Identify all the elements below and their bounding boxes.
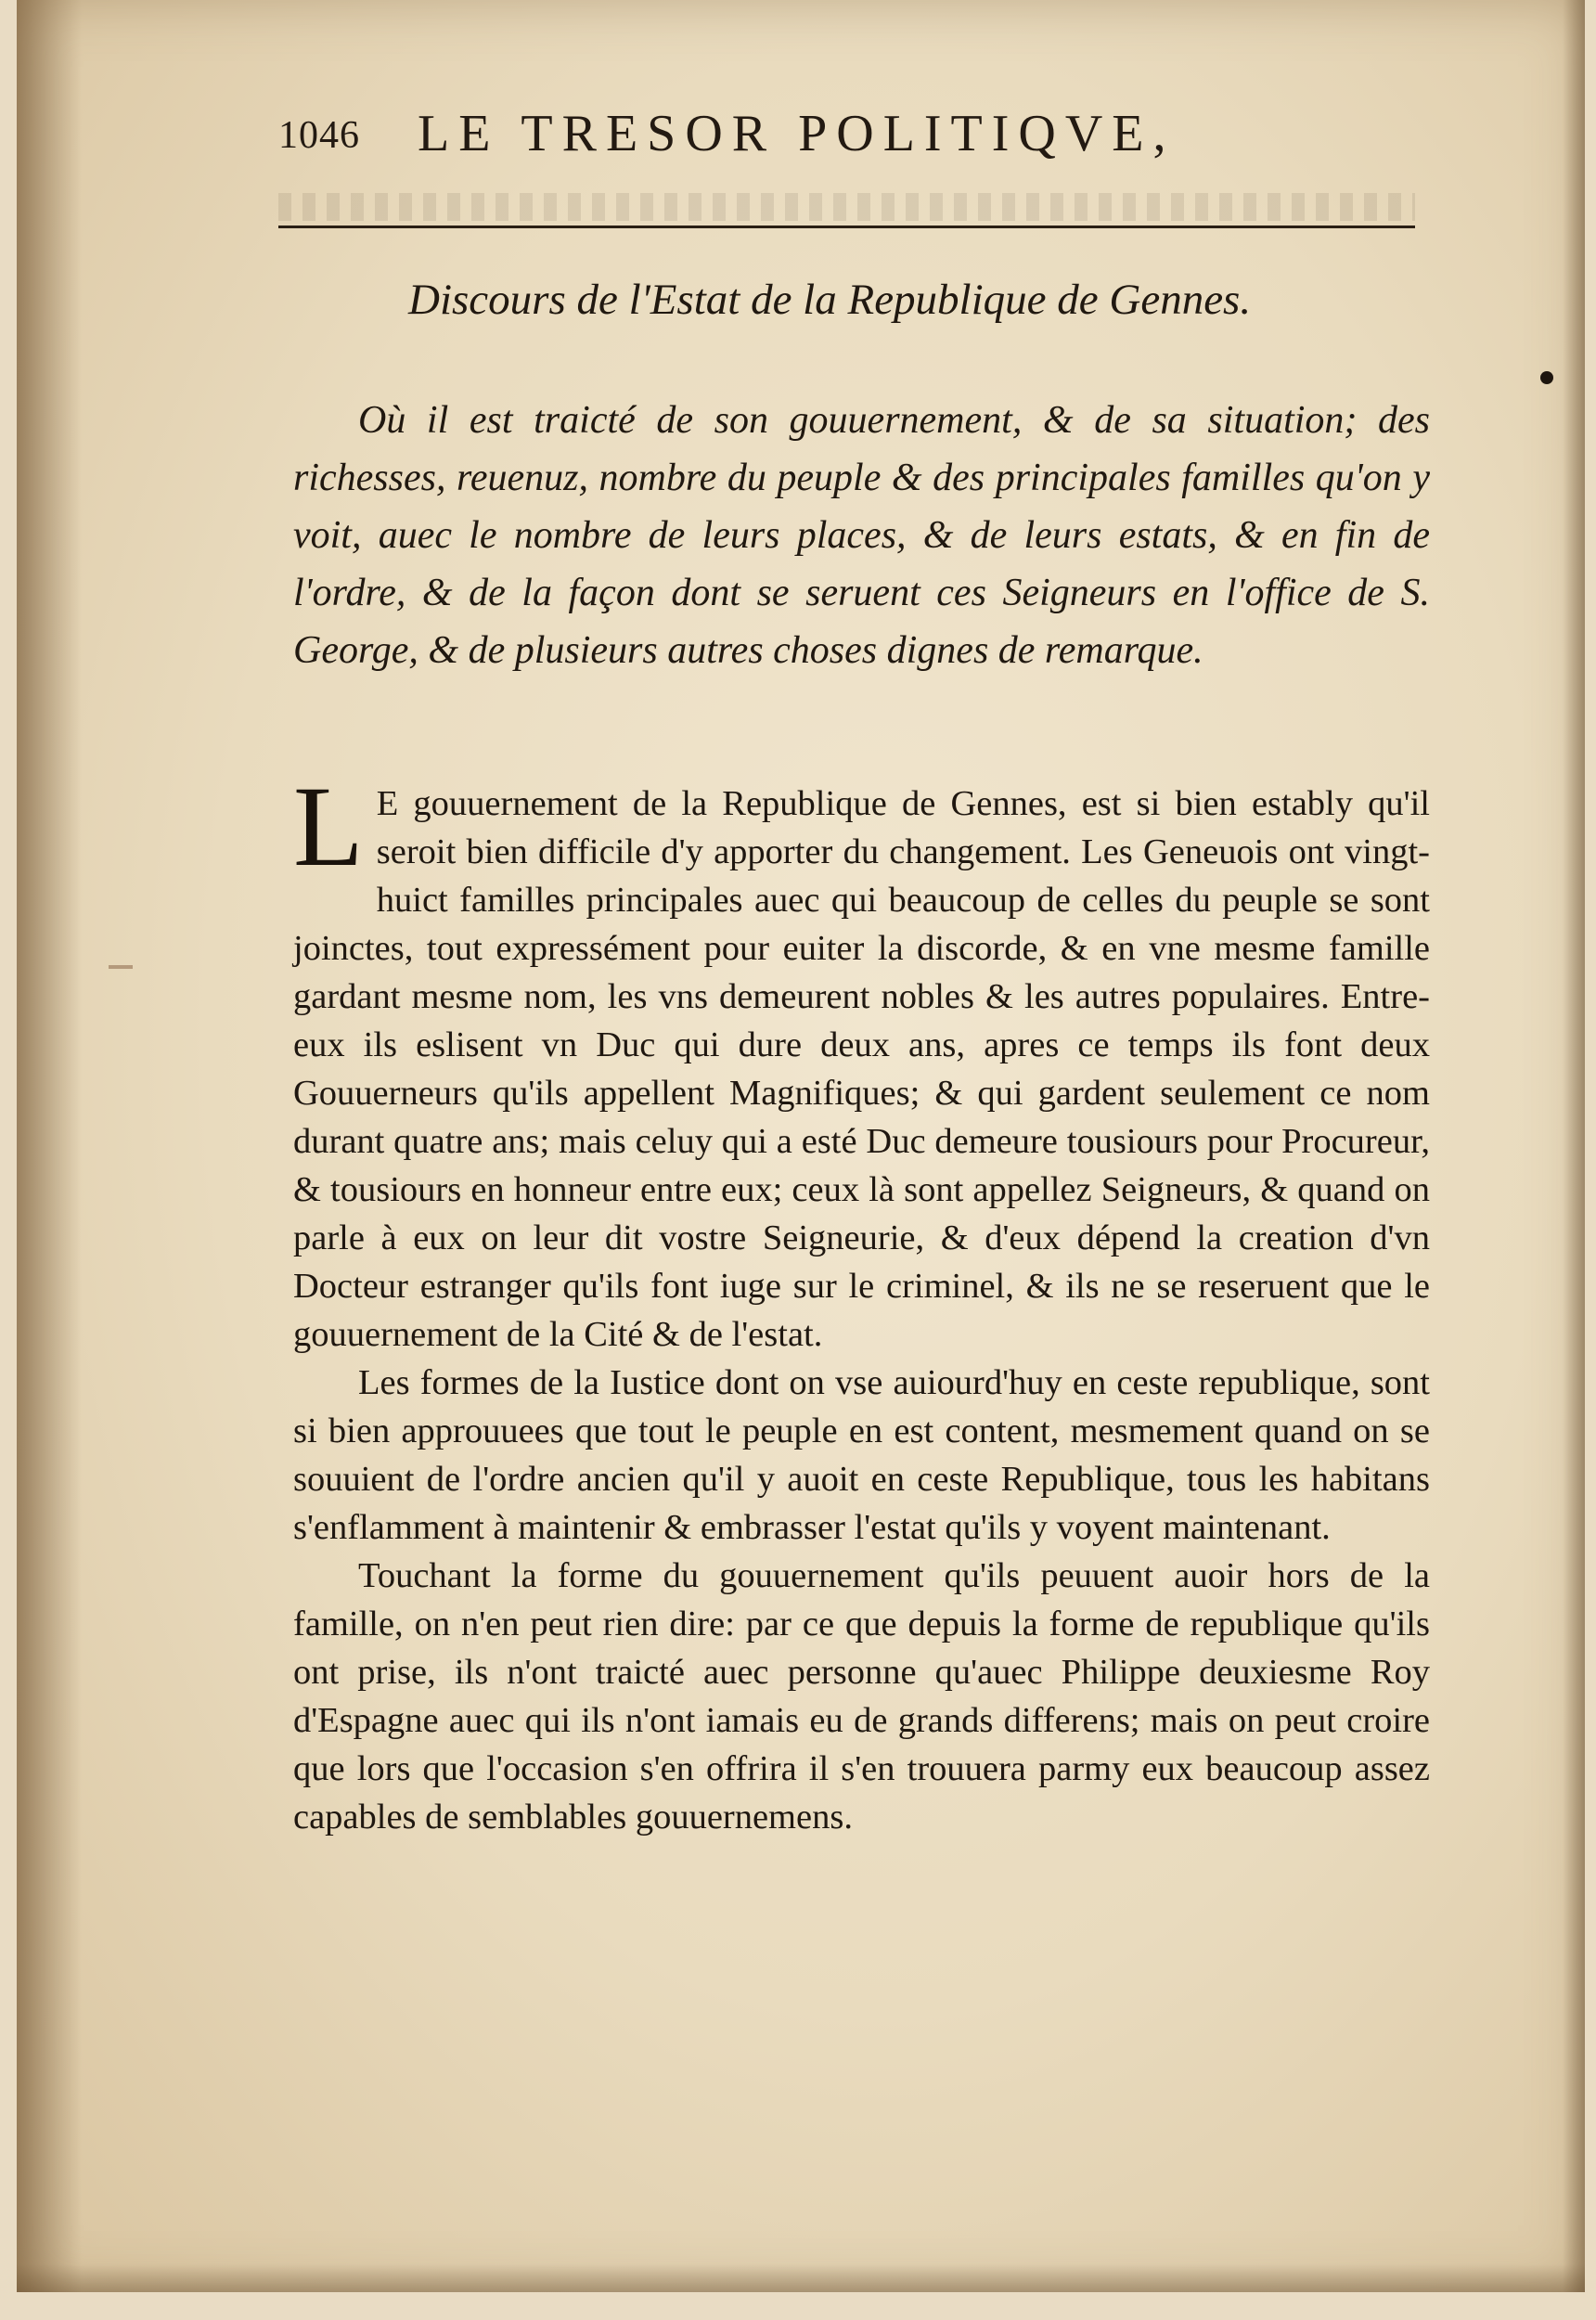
paragraph-1: [293, 763, 1430, 1359]
chapter-summary: Où il est traicté de son gouuernement, & de sa situation; des richesses, reuenuz, nombre du peuple & des principales familles qu'on y voit, auec le nombre de leurs places, & de leurs estats, & en fin de l'ordre, & de la façon dont se seruent ces Seigneurs en l'office de S. George, & de plusieurs autres choses dignes de remarque.: [293, 399, 1430, 672]
page-edge-bottom: [17, 2264, 1585, 2292]
margin-mark: [109, 965, 133, 969]
running-header: [278, 104, 1262, 178]
gutter-shadow: [17, 0, 82, 2292]
running-title: LE TRESOR POLITIQVE,: [418, 105, 1176, 162]
paragraph-2: Les formes de la Iustice dont on vse auiourd'huy en ceste republique, sont si bien approuuees que tout le peuple en est content, mesmement quand on se souuient de l'ordre ancien qu'il y auoit en ceste Republique, tous les habitans s'enflamment à maintenir & embrasser l'estat qu'ils y voyent maintenant.: [293, 1363, 1430, 1547]
paragraph-1-text: E gouuernement de la Republique de Gennes, est si bien estably qu'il seroit bien difficile d'y apporter du changement. Les Geneuois ont vingt-huict familles principales auec qui beaucoup de celles du peuple se sont joinctes, tout expressément pour euiter la discorde, & en vne mesme famille gardant mesme nom, les vns demeurent nobles & les autres populaires. Entre-eux ils eslisent vn Duc qui dure deux ans, apres ce temps ils font deux Gouuerneurs qu'ils appellent Magnifiques; & qui gardent seulement ce nom durant quatre ans; mais celuy qui a esté Duc demeure tousiours pour Procureur, & tousiours en honneur entre eux; ceux là sont appellez Seigneurs, & quand on parle à eux on leur dit vostre Seigneurie, & d'eux dépend la creation d'vn Docteur estranger qu'ils font iuge sur le criminel, & ils ne se reseruent que le gouuernement de la Cité & de l'estat.: [293, 784, 1430, 1354]
ink-spot: [1540, 371, 1553, 384]
paragraph-3: Touchant la forme du gouuernement qu'ils peuuent auoir hors de la famille, on n'en peut rien dire: par ce que depuis la forme de republique qu'ils ont prise, ils n'ont traicté auec personne qu'auec Philippe deuxiesme Roy d'Espagne auec qui ils n'ont iamais eu de grands differens; mais on peut croire que lors que l'occasion s'en offrira il s'en trouuera parmy eux beaucoup assez capables de semblables gouuernemens.: [293, 1556, 1430, 1837]
bleed-through-text: [278, 193, 1415, 221]
drop-cap: L: [293, 763, 364, 890]
chapter-title: Discours de l'Estat de la Republique de Gennes.: [408, 276, 1252, 324]
body-text: [293, 763, 1430, 1841]
page-number: 1046: [278, 114, 360, 157]
header-rule: [278, 226, 1415, 228]
page-edge-right: [1563, 0, 1585, 2292]
